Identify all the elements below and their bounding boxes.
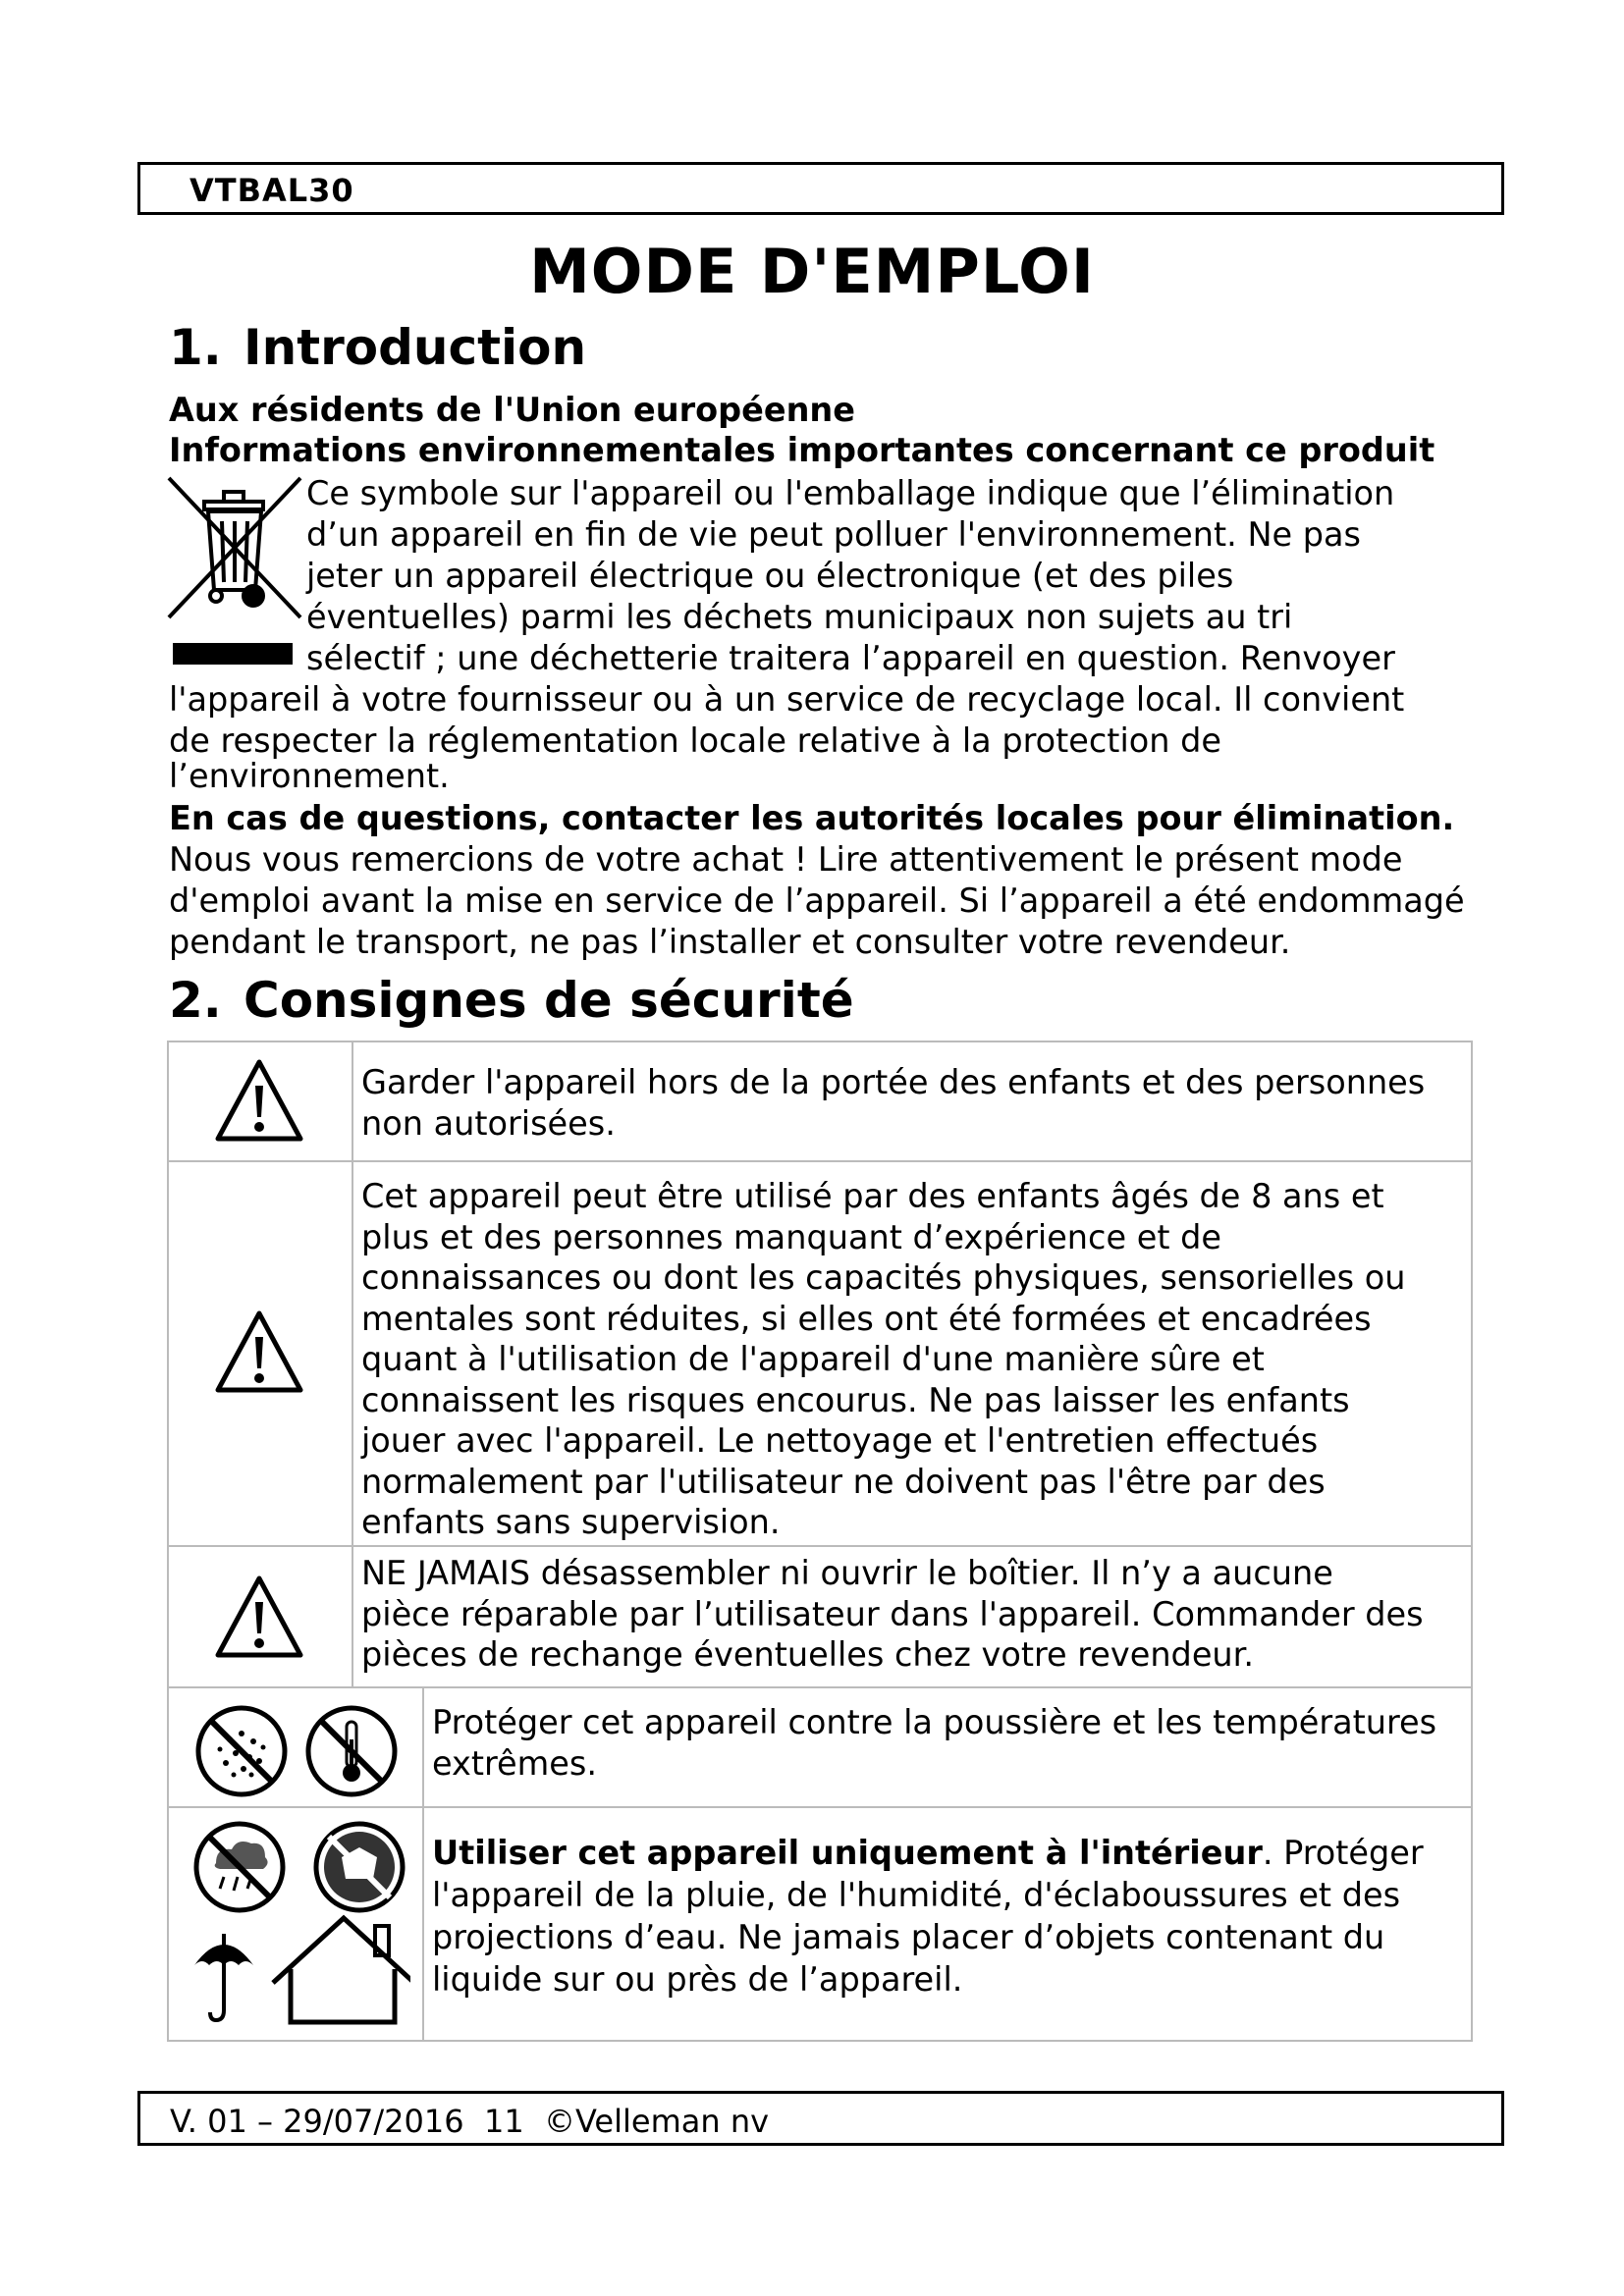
section-1-heading [169,319,586,376]
model-name: VTBAL30 [189,172,354,209]
safety-text-line [432,1832,1461,1874]
weee-black-bar [173,643,293,665]
intro-line: sélectif ; une déchetterie traitera l’appareil en question. Renvoyer [306,639,1395,677]
thanks-line: d'emploi avant la mise en service de l’appareil. Si l’appareil a été endommagé [169,881,1465,920]
warning-triangle-icon [214,1309,304,1394]
safety-text-line: Protéger cet appareil contre la poussière et les températures [432,1703,1437,1741]
safety-table [167,1041,1473,2042]
eu-residents-subheading: Aux résidents de l'Union européenne [169,391,855,429]
icon-cell [169,1808,424,2040]
text-cell [353,1547,1471,1686]
contact-notice: En cas de questions, contacter les autorités locales pour élimination. [169,799,1455,837]
thanks-line: pendant le transport, ne pas l’installer et consulter votre revendeur. [169,923,1291,961]
intro-line: l’environnement. [169,757,450,795]
intro-line: d’un appareil en fin de vie peut polluer l'environnement. Ne pas [306,515,1362,554]
text-cell [424,1688,1471,1806]
safety-row [169,1688,1471,1808]
text-cell [353,1162,1471,1545]
safety-text-line: connaissances ou dont les capacités physiques, sensorielles ou [361,1258,1406,1297]
safety-text-line: pièces de rechange éventuelles chez votre revendeur. [361,1635,1255,1674]
warning-triangle-icon [214,1058,304,1143]
indoor-use-bold: Utiliser cet appareil uniquement à l'intérieur [432,1834,1263,1872]
safety-text-line: non autorisées. [361,1103,616,1143]
warning-triangle-icon [214,1575,304,1659]
safety-text-line: liquide sur ou près de l’appareil. [432,1960,963,1999]
safety-text-line: NE JAMAIS désassembler ni ouvrir le boîtier. Il n’y a aucune [361,1554,1333,1592]
indoor-use-icon [187,1818,410,2030]
safety-text-line: normalement par l'utilisateur ne doivent pas l'être par des [361,1462,1326,1501]
weee-crossed-bin-icon [165,474,304,621]
safety-text-line: extrêmes. [432,1743,597,1783]
text-cell [353,1042,1471,1160]
intro-line: éventuelles) parmi les déchets municipaux non sujets au tri [306,598,1293,636]
icon-cell [169,1688,424,1806]
intro-line: de respecter la réglementation locale relative à la protection de [169,721,1221,760]
header-box [137,162,1504,215]
safety-text-line: l'appareil de la pluie, de l'humidité, d'éclaboussures et des [432,1876,1401,1914]
safety-text-line: projections d’eau. Ne jamais placer d’objets contenant du [432,1918,1385,1956]
safety-row [169,1042,1471,1162]
page-title: MODE D'EMPLOI [529,236,1095,307]
intro-line: Ce symbole sur l'appareil ou l'emballage indique que l’élimination [306,474,1395,512]
thanks-line: Nous vous remercions de votre achat ! Lire attentivement le présent mode [169,840,1403,879]
section-1-number: 1. [169,319,222,376]
safety-row [169,1162,1471,1547]
safety-text-line: quant à l'utilisation de l'appareil d'une manière sûre et [361,1340,1265,1378]
environment-subheading: Informations environnementales importantes concernant ce produit [169,431,1435,469]
icon-cell [169,1547,353,1686]
footer-box [137,2091,1504,2146]
intro-line: jeter un appareil électrique ou électronique (et des piles [306,557,1234,595]
text-cell [424,1808,1471,2040]
section-2-heading [169,972,854,1029]
safety-text-line: mentales sont réduites, si elles ont été formées et encadrées [361,1299,1372,1338]
section-2-title: Consignes de sécurité [244,972,854,1029]
safety-text-line: pièce réparable par l’utilisateur dans l'appareil. Commander des [361,1594,1424,1633]
safety-text-line: jouer avec l'appareil. Le nettoyage et l'entretien effectués [361,1421,1319,1460]
safety-text-line: Cet appareil peut être utilisé par des enfants âgés de 8 ans et [361,1177,1384,1215]
no-dust-no-heat-icon [190,1700,406,1802]
icon-cell [169,1042,353,1160]
footer-text: V. 01 – 29/07/2016 11 ©Velleman nv [170,2103,770,2140]
intro-line: l'appareil à votre fournisseur ou à un service de recyclage local. Il convient [169,680,1405,719]
icon-cell [169,1162,353,1545]
safety-text-line: connaissent les risques encourus. Ne pas laisser les enfants [361,1380,1350,1419]
safety-text-line: Garder l'appareil hors de la portée des enfants et des personnes [361,1063,1426,1101]
safety-row [169,1808,1471,2040]
section-1-title: Introduction [244,319,587,376]
safety-text-line: plus et des personnes manquant d’expérience et de [361,1217,1221,1256]
section-2-number: 2. [169,972,222,1029]
safety-text-line: enfants sans supervision. [361,1503,781,1541]
safety-row [169,1547,1471,1688]
indoor-use-after: . Protéger [1262,1834,1424,1872]
